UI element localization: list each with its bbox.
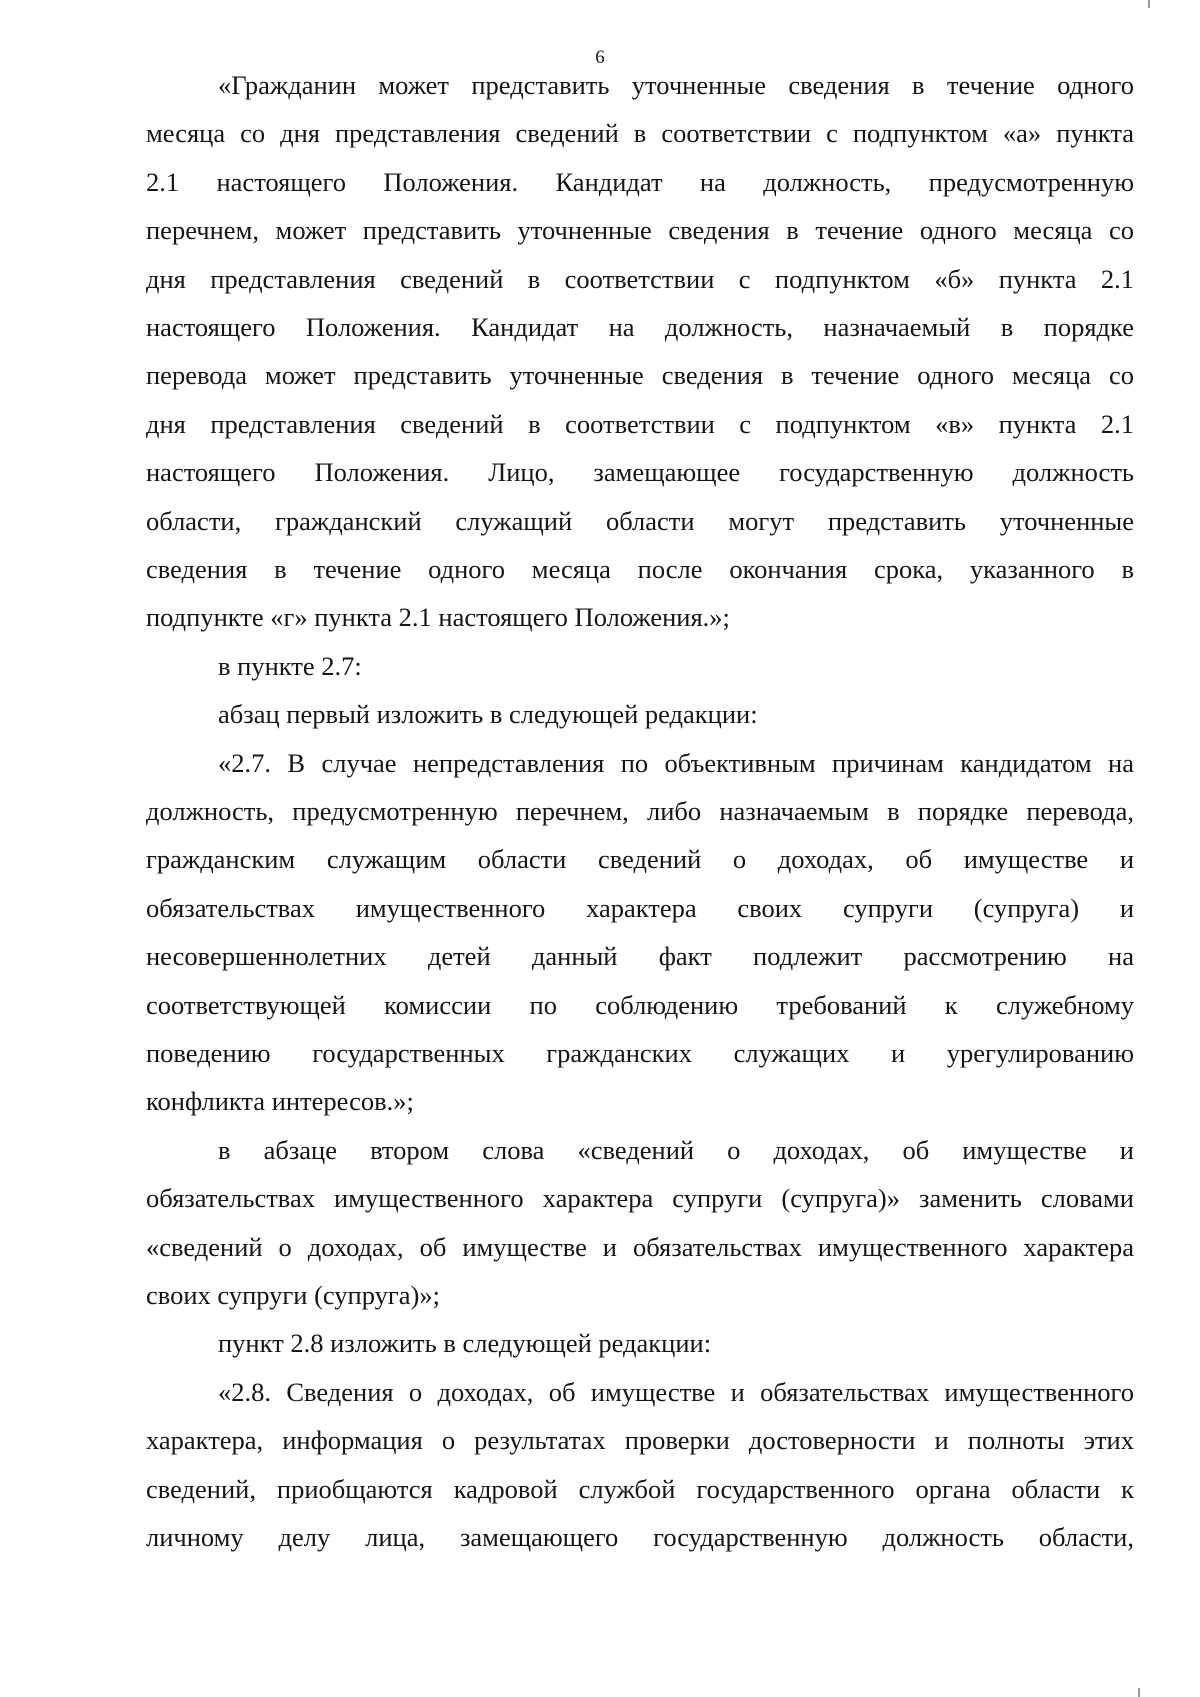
- text-line: настоящего Положения. Кандидат на должность, назначаемый в порядке: [146, 312, 1134, 342]
- text-line: подпункте «г» пункта 2.1 настоящего Положения.»;: [146, 602, 730, 633]
- text-line: 2.1 настоящего Положения. Кандидат на должность, предусмотренную: [146, 166, 1134, 197]
- text-line: обязательствах имущественного характера супруги (супруга)» заменить словами: [146, 1183, 1134, 1214]
- text-line: должность, предусмотренную перечнем, либо назначаемым в порядке перевода,: [146, 796, 1134, 826]
- text-line: «сведений о доходах, об имуществе и обязательствах имущественного характера: [146, 1231, 1134, 1262]
- text-line: дня представления сведений в соответствии с подпунктом «б» пункта 2.1: [146, 263, 1134, 294]
- text-line: сведения в течение одного месяца после окончания срока, указанного в: [146, 554, 1134, 584]
- text-line: сведений, приобщаются кадровой службой государственного органа области к: [146, 1473, 1134, 1504]
- text-line: «2.7. В случае непредставления по объективным причинам кандидатом на: [218, 747, 1134, 778]
- text-line: характера, информация о результатах проверки достоверности и полноты этих: [146, 1425, 1134, 1456]
- text-line: «2.8. Сведения о доходах, об имуществе и обязательствах имущественного: [218, 1376, 1134, 1407]
- text-line: абзац первый изложить в следующей редакции:: [218, 699, 758, 730]
- text-line: в пункте 2.7:: [218, 650, 362, 681]
- text-line: настоящего Положения. Лицо, замещающее государственную должность: [146, 457, 1134, 488]
- text-line: в абзаце втором слова «сведений о доходах, об имуществе и: [218, 1134, 1134, 1165]
- page-number: 6: [595, 47, 605, 68]
- text-line: дня представления сведений в соответствии с подпунктом «в» пункта 2.1: [146, 408, 1134, 439]
- text-line: личному делу лица, замещающего государственную должность области,: [146, 1522, 1134, 1552]
- text-line: «Гражданин может представить уточненные сведения в течение одного: [218, 70, 1134, 100]
- text-line: поведению государственных гражданских служащих и урегулированию: [146, 1038, 1134, 1068]
- text-line: перевода может представить уточненные сведения в течение одного месяца со: [146, 360, 1134, 391]
- text-line: перечнем, может представить уточненные сведения в течение одного месяца со: [146, 215, 1134, 246]
- text-line: обязательствах имущественного характера своих супруги (супруга) и: [146, 892, 1134, 923]
- text-line: своих супруги (супруга)»;: [146, 1280, 440, 1310]
- text-line: месяца со дня представления сведений в соответствии с подпунктом «а» пункта: [146, 118, 1134, 149]
- text-line: конфликта интересов.»;: [146, 1086, 414, 1117]
- text-line: пункт 2.8 изложить в следующей редакции:: [218, 1328, 712, 1359]
- text-line: гражданским служащим области сведений о доходах, об имуществе и: [146, 844, 1134, 875]
- text-line: соответствующей комиссии по соблюдению требований к служебному: [146, 989, 1134, 1020]
- scan-mark-bottom-right: [1138, 1688, 1140, 1697]
- text-line: несовершеннолетних детей данный факт подлежит рассмотрению на: [146, 941, 1134, 972]
- scan-mark-top-right: [1148, 0, 1150, 8]
- text-line: области, гражданский служащий области могут представить уточненные: [146, 505, 1134, 536]
